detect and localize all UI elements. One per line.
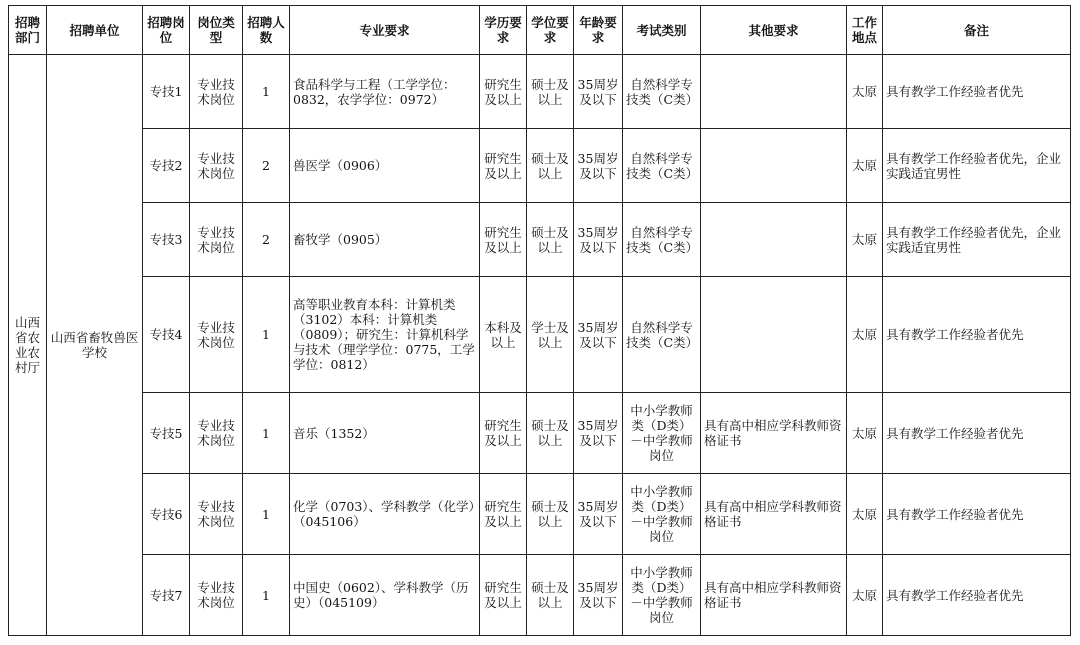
table-row: [9, 474, 1071, 555]
post-cell: 专技2: [143, 129, 190, 203]
type-cell: 专业技术岗位: [190, 393, 243, 474]
degree-cell: 硕士及以上: [527, 474, 574, 555]
age-cell: 35周岁及以下: [574, 474, 623, 555]
header-major: 专业要求: [290, 6, 480, 55]
header-remark: 备注: [883, 6, 1071, 55]
remark-cell: 具有教学工作经验者优先，企业实践适宜男性: [883, 203, 1071, 277]
major-cell: 食品科学与工程（工学学位：0832，农学学位：0972）: [290, 55, 480, 129]
type-cell: 专业技术岗位: [190, 474, 243, 555]
other-cell: [701, 203, 847, 277]
other-cell: [701, 129, 847, 203]
exam-cell: 中小学教师类（D类）－中学教师岗位: [623, 555, 701, 636]
type-cell: 专业技术岗位: [190, 277, 243, 393]
post-cell: 专技3: [143, 203, 190, 277]
edu-cell: 研究生及以上: [480, 555, 527, 636]
major-cell: 高等职业教育本科：计算机类（3102）本科：计算机类（0809）；研究生：计算机科学与技术（理学学位：0775，工学学位：0812）: [290, 277, 480, 393]
table-row: [9, 129, 1071, 203]
count-cell: 2: [243, 203, 290, 277]
header-dept: 招聘部门: [9, 6, 47, 55]
count-cell: 1: [243, 393, 290, 474]
age-cell: 35周岁及以下: [574, 555, 623, 636]
degree-cell: 硕士及以上: [527, 393, 574, 474]
location-cell: 太原: [847, 129, 883, 203]
type-cell: 专业技术岗位: [190, 55, 243, 129]
major-cell: 化学（0703）、学科教学（化学）（045106）: [290, 474, 480, 555]
remark-cell: 具有教学工作经验者优先: [883, 393, 1071, 474]
age-cell: 35周岁及以下: [574, 277, 623, 393]
exam-cell: 自然科学专技类（C类）: [623, 277, 701, 393]
header-post: 招聘岗位: [143, 6, 190, 55]
major-cell: 音乐（1352）: [290, 393, 480, 474]
degree-cell: 硕士及以上: [527, 203, 574, 277]
other-cell: 具有高中相应学科教师资格证书: [701, 555, 847, 636]
recruitment-table: [8, 5, 1071, 636]
location-cell: 太原: [847, 55, 883, 129]
remark-cell: 具有教学工作经验者优先: [883, 55, 1071, 129]
header-row: [9, 6, 1071, 55]
major-cell: 兽医学（0906）: [290, 129, 480, 203]
exam-cell: 自然科学专技类（C类）: [623, 203, 701, 277]
location-cell: 太原: [847, 474, 883, 555]
header-location: 工作地点: [847, 6, 883, 55]
count-cell: 1: [243, 474, 290, 555]
major-cell: 畜牧学（0905）: [290, 203, 480, 277]
edu-cell: 研究生及以上: [480, 55, 527, 129]
unit-cell: [47, 55, 143, 636]
other-cell: [701, 277, 847, 393]
post-cell: 专技1: [143, 55, 190, 129]
degree-cell: 学士及以上: [527, 277, 574, 393]
table-row: [9, 555, 1071, 636]
exam-cell: 中小学教师类（D类）－中学教师岗位: [623, 474, 701, 555]
count-cell: 2: [243, 129, 290, 203]
degree-cell: 硕士及以上: [527, 129, 574, 203]
other-cell: 具有高中相应学科教师资格证书: [701, 474, 847, 555]
table-row: [9, 55, 1071, 129]
degree-cell: 硕士及以上: [527, 555, 574, 636]
table-row: [9, 203, 1071, 277]
header-other: 其他要求: [701, 6, 847, 55]
header-type: 岗位类型: [190, 6, 243, 55]
major-cell: 中国史（0602）、学科教学（历史）（045109）: [290, 555, 480, 636]
exam-cell: 自然科学专技类（C类）: [623, 55, 701, 129]
table-row: [9, 277, 1071, 393]
header-exam: 考试类别: [623, 6, 701, 55]
post-cell: 专技4: [143, 277, 190, 393]
header-edu: 学历要求: [480, 6, 527, 55]
count-cell: 1: [243, 555, 290, 636]
dept-cell: [9, 55, 47, 636]
header-count: 招聘人数: [243, 6, 290, 55]
remark-cell: 具有教学工作经验者优先，企业实践适宜男性: [883, 129, 1071, 203]
type-cell: 专业技术岗位: [190, 203, 243, 277]
other-cell: 具有高中相应学科教师资格证书: [701, 393, 847, 474]
age-cell: 35周岁及以下: [574, 55, 623, 129]
location-cell: 太原: [847, 393, 883, 474]
post-cell: 专技5: [143, 393, 190, 474]
type-cell: 专业技术岗位: [190, 555, 243, 636]
count-cell: 1: [243, 55, 290, 129]
age-cell: 35周岁及以下: [574, 393, 623, 474]
exam-cell: 中小学教师类（D类）－中学教师岗位: [623, 393, 701, 474]
dept-text: 山西省农业农村厅: [14, 315, 40, 375]
edu-cell: 本科及以上: [480, 277, 527, 393]
unit-text: 山西省畜牧兽医学校: [50, 330, 139, 360]
age-cell: 35周岁及以下: [574, 129, 623, 203]
header-age: 年龄要求: [574, 6, 623, 55]
location-cell: 太原: [847, 203, 883, 277]
header-degree: 学位要求: [527, 6, 574, 55]
degree-cell: 硕士及以上: [527, 55, 574, 129]
post-cell: 专技7: [143, 555, 190, 636]
table-row: [9, 393, 1071, 474]
edu-cell: 研究生及以上: [480, 393, 527, 474]
age-cell: 35周岁及以下: [574, 203, 623, 277]
edu-cell: 研究生及以上: [480, 203, 527, 277]
location-cell: 太原: [847, 277, 883, 393]
location-cell: 太原: [847, 555, 883, 636]
remark-cell: 具有教学工作经验者优先: [883, 555, 1071, 636]
post-cell: 专技6: [143, 474, 190, 555]
remark-cell: 具有教学工作经验者优先: [883, 474, 1071, 555]
other-cell: [701, 55, 847, 129]
exam-cell: 自然科学专技类（C类）: [623, 129, 701, 203]
count-cell: 1: [243, 277, 290, 393]
header-unit: 招聘单位: [47, 6, 143, 55]
remark-cell: 具有教学工作经验者优先: [883, 277, 1071, 393]
type-cell: 专业技术岗位: [190, 129, 243, 203]
edu-cell: 研究生及以上: [480, 474, 527, 555]
edu-cell: 研究生及以上: [480, 129, 527, 203]
